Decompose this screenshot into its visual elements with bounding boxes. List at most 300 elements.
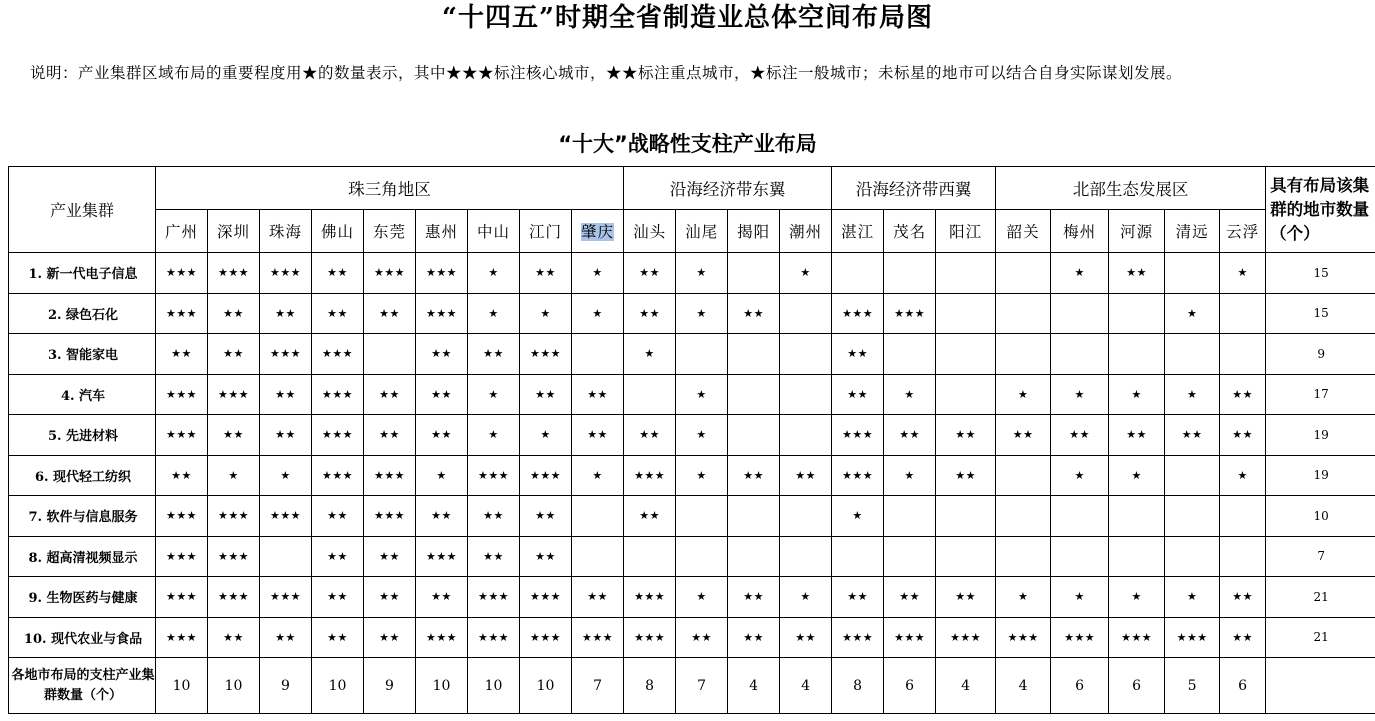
star-rating-cell xyxy=(832,536,884,577)
star-rating-cell: ★★★ xyxy=(520,455,572,496)
star-rating-cell: ★ xyxy=(572,455,624,496)
star-rating-cell: ★ xyxy=(884,374,936,415)
star-rating-cell: ★★ xyxy=(208,617,260,658)
city-count-cell: 10 xyxy=(1266,496,1375,537)
star-rating-cell xyxy=(780,374,832,415)
star-rating-cell: ★★ xyxy=(312,617,364,658)
star-rating-cell: ★★★ xyxy=(312,455,364,496)
star-rating-cell: ★★★ xyxy=(468,577,520,618)
star-rating-cell: ★★ xyxy=(468,334,520,375)
star-rating-cell: ★★ xyxy=(312,293,364,334)
cluster-name: 3. 智能家电 xyxy=(9,334,156,375)
star-rating-cell xyxy=(1051,334,1109,375)
star-rating-cell: ★★ xyxy=(884,415,936,456)
star-rating-cell: ★★ xyxy=(1109,253,1165,294)
star-rating-cell: ★★ xyxy=(364,577,416,618)
star-rating-cell: ★★★ xyxy=(1165,617,1220,658)
star-rating-cell: ★★ xyxy=(676,617,728,658)
star-rating-cell: ★★★ xyxy=(208,253,260,294)
star-rating-cell: ★★★ xyxy=(260,253,312,294)
cluster-name: 7. 软件与信息服务 xyxy=(9,496,156,537)
city-header-label: 肇庆 xyxy=(581,223,615,241)
star-rating-cell: ★★ xyxy=(832,334,884,375)
star-rating-cell: ★★ xyxy=(1220,577,1266,618)
star-rating-cell: ★★★ xyxy=(156,496,208,537)
star-rating-cell: ★ xyxy=(520,415,572,456)
city-cluster-total: 10 xyxy=(312,658,364,714)
star-rating-cell: ★★ xyxy=(728,455,780,496)
star-rating-cell xyxy=(1220,496,1266,537)
cluster-name: 2. 绿色石化 xyxy=(9,293,156,334)
region-header-east-wing: 沿海经济带东翼 xyxy=(624,167,832,210)
city-header xyxy=(884,210,936,253)
city-cluster-total: 8 xyxy=(832,658,884,714)
star-rating-cell: ★ xyxy=(1051,374,1109,415)
star-rating-cell xyxy=(780,415,832,456)
star-rating-cell xyxy=(780,496,832,537)
star-rating-cell: ★★★ xyxy=(208,577,260,618)
city-header xyxy=(468,210,520,253)
star-rating-cell: ★★ xyxy=(416,334,468,375)
table-row xyxy=(9,496,1375,537)
city-cluster-total: 10 xyxy=(208,658,260,714)
star-rating-cell: ★ xyxy=(996,374,1051,415)
star-rating-cell: ★★★ xyxy=(520,617,572,658)
star-rating-cell: ★ xyxy=(1165,293,1220,334)
star-rating-cell: ★★ xyxy=(364,536,416,577)
star-rating-cell xyxy=(1109,334,1165,375)
star-rating-cell xyxy=(364,334,416,375)
city-cluster-total: 10 xyxy=(416,658,468,714)
star-rating-cell: ★★★ xyxy=(312,415,364,456)
city-cluster-total: 7 xyxy=(676,658,728,714)
region-header-north: 北部生态发展区 xyxy=(996,167,1266,210)
city-header-label: 汕尾 xyxy=(685,223,719,241)
star-rating-cell xyxy=(1051,496,1109,537)
star-rating-cell: ★★ xyxy=(728,293,780,334)
city-header xyxy=(676,210,728,253)
star-rating-cell: ★ xyxy=(624,334,676,375)
star-rating-cell: ★★ xyxy=(520,496,572,537)
star-rating-cell xyxy=(572,496,624,537)
city-header xyxy=(936,210,996,253)
star-rating-cell xyxy=(728,415,780,456)
city-header-label: 韶关 xyxy=(1006,223,1040,241)
city-header-label: 云浮 xyxy=(1226,223,1260,241)
city-count-cell: 7 xyxy=(1266,536,1375,577)
star-rating-cell: ★ xyxy=(1165,577,1220,618)
star-rating-cell: ★★ xyxy=(728,617,780,658)
star-rating-cell: ★★ xyxy=(832,374,884,415)
city-count-cell: 21 xyxy=(1266,577,1375,618)
star-rating-cell xyxy=(676,536,728,577)
city-cluster-total: 4 xyxy=(728,658,780,714)
star-rating-cell: ★★★ xyxy=(1109,617,1165,658)
city-header-label: 清远 xyxy=(1175,223,1209,241)
star-rating-cell: ★★ xyxy=(364,617,416,658)
city-cluster-total: 4 xyxy=(996,658,1051,714)
star-rating-cell: ★★ xyxy=(520,374,572,415)
star-rating-cell: ★★ xyxy=(260,617,312,658)
city-count-cell: 15 xyxy=(1266,293,1375,334)
city-header-label: 深圳 xyxy=(216,223,250,241)
star-rating-cell: ★ xyxy=(780,253,832,294)
city-header-label: 茂名 xyxy=(893,223,927,241)
star-rating-cell: ★ xyxy=(676,455,728,496)
star-rating-cell: ★★★ xyxy=(156,293,208,334)
footer-empty-cell xyxy=(1266,658,1375,714)
star-rating-cell xyxy=(936,334,996,375)
star-rating-cell xyxy=(1051,536,1109,577)
city-header-label: 揭阳 xyxy=(737,223,771,241)
star-rating-cell: ★★ xyxy=(1220,374,1266,415)
star-rating-cell: ★★ xyxy=(468,536,520,577)
star-rating-cell: ★★★ xyxy=(208,536,260,577)
star-rating-cell: ★★★ xyxy=(260,577,312,618)
star-rating-cell: ★★★ xyxy=(884,617,936,658)
star-rating-cell xyxy=(780,293,832,334)
star-rating-cell xyxy=(728,536,780,577)
star-rating-cell: ★ xyxy=(996,577,1051,618)
cluster-name: 6. 现代轻工纺织 xyxy=(9,455,156,496)
star-rating-cell xyxy=(884,253,936,294)
star-rating-cell xyxy=(996,496,1051,537)
star-rating-cell xyxy=(728,334,780,375)
star-rating-cell xyxy=(832,253,884,294)
star-rating-cell: ★★ xyxy=(208,293,260,334)
star-rating-cell: ★★★ xyxy=(468,455,520,496)
star-rating-cell: ★★★ xyxy=(416,536,468,577)
star-rating-cell: ★★ xyxy=(260,415,312,456)
star-rating-cell: ★★ xyxy=(312,577,364,618)
star-rating-cell xyxy=(884,536,936,577)
star-rating-cell xyxy=(1165,536,1220,577)
star-rating-cell xyxy=(936,536,996,577)
star-rating-cell xyxy=(676,496,728,537)
star-rating-cell: ★★★ xyxy=(364,253,416,294)
star-rating-cell: ★★★ xyxy=(156,536,208,577)
star-rating-cell: ★★★ xyxy=(364,496,416,537)
star-rating-cell: ★ xyxy=(468,293,520,334)
cluster-name: 4. 汽车 xyxy=(9,374,156,415)
star-rating-cell: ★★ xyxy=(260,293,312,334)
star-rating-cell: ★★ xyxy=(468,496,520,537)
star-rating-cell: ★★★ xyxy=(156,374,208,415)
city-count-cell: 19 xyxy=(1266,455,1375,496)
cluster-header: 产业集群 xyxy=(9,167,156,253)
city-header-label: 梅州 xyxy=(1063,223,1097,241)
star-rating-cell: ★★ xyxy=(416,374,468,415)
star-rating-cell: ★ xyxy=(468,253,520,294)
city-header-label: 江门 xyxy=(528,223,562,241)
star-rating-cell xyxy=(780,536,832,577)
city-cluster-total: 6 xyxy=(884,658,936,714)
star-rating-cell: ★ xyxy=(416,455,468,496)
star-rating-cell xyxy=(572,536,624,577)
star-rating-cell xyxy=(1220,536,1266,577)
star-rating-cell: ★★ xyxy=(624,415,676,456)
table-row xyxy=(9,455,1375,496)
star-rating-cell xyxy=(1220,334,1266,375)
city-header xyxy=(156,210,208,253)
star-rating-cell: ★★ xyxy=(884,577,936,618)
cluster-name: 5. 先进材料 xyxy=(9,415,156,456)
star-rating-cell xyxy=(728,496,780,537)
star-rating-cell xyxy=(1109,496,1165,537)
star-rating-cell: ★★ xyxy=(208,334,260,375)
star-rating-cell: ★★ xyxy=(416,415,468,456)
star-rating-cell: ★ xyxy=(468,415,520,456)
star-rating-cell: ★★ xyxy=(520,536,572,577)
star-rating-cell xyxy=(1109,536,1165,577)
star-rating-cell xyxy=(996,253,1051,294)
star-rating-cell: ★★ xyxy=(1220,415,1266,456)
city-header xyxy=(996,210,1051,253)
city-cluster-total: 4 xyxy=(780,658,832,714)
city-header xyxy=(728,210,780,253)
table-row xyxy=(9,374,1375,415)
star-rating-cell xyxy=(676,334,728,375)
city-header xyxy=(208,210,260,253)
city-header xyxy=(624,210,676,253)
star-rating-cell: ★★★ xyxy=(520,334,572,375)
star-rating-cell: ★★★ xyxy=(996,617,1051,658)
star-rating-cell: ★★ xyxy=(260,374,312,415)
city-header-label: 阳江 xyxy=(949,223,983,241)
star-rating-cell: ★★★ xyxy=(156,415,208,456)
cluster-name: 9. 生物医药与健康 xyxy=(9,577,156,618)
star-rating-cell: ★★ xyxy=(364,374,416,415)
footer-row xyxy=(9,658,1375,714)
table-row xyxy=(9,334,1375,375)
star-rating-cell: ★★ xyxy=(624,496,676,537)
table-title: “十大”战略性支柱产业布局 xyxy=(558,132,817,156)
star-rating-cell: ★ xyxy=(1051,455,1109,496)
star-rating-cell: ★ xyxy=(468,374,520,415)
city-cluster-total: 10 xyxy=(468,658,520,714)
star-rating-cell: ★★★ xyxy=(208,496,260,537)
city-count-header: 具有布局该集群的地市数量（个） xyxy=(1266,167,1375,253)
star-rating-cell: ★★★ xyxy=(468,617,520,658)
cluster-name: 8. 超高清视频显示 xyxy=(9,536,156,577)
star-rating-cell: ★ xyxy=(1051,253,1109,294)
city-header xyxy=(364,210,416,253)
city-header-label: 汕头 xyxy=(633,223,667,241)
star-rating-cell: ★★ xyxy=(416,577,468,618)
star-rating-cell: ★★★ xyxy=(520,577,572,618)
page-title: “十四五”时期全省制造业总体空间布局图 xyxy=(442,3,933,33)
star-rating-cell: ★★★ xyxy=(208,374,260,415)
star-rating-cell: ★ xyxy=(832,496,884,537)
star-rating-cell: ★★ xyxy=(936,455,996,496)
city-header-label: 佛山 xyxy=(320,223,354,241)
star-rating-cell: ★★★ xyxy=(156,253,208,294)
star-rating-cell: ★ xyxy=(520,293,572,334)
city-header-label: 惠州 xyxy=(424,223,458,241)
star-rating-cell: ★★ xyxy=(780,455,832,496)
city-header-label: 中山 xyxy=(476,223,510,241)
star-rating-cell xyxy=(1109,293,1165,334)
star-rating-cell: ★★★ xyxy=(156,577,208,618)
city-header-row xyxy=(9,210,1375,253)
region-header-west-wing: 沿海经济带西翼 xyxy=(832,167,996,210)
star-rating-cell: ★★ xyxy=(728,577,780,618)
star-rating-cell xyxy=(260,536,312,577)
star-rating-cell: ★★ xyxy=(572,415,624,456)
city-header-label: 珠海 xyxy=(268,223,302,241)
city-header xyxy=(416,210,468,253)
star-rating-cell: ★★★ xyxy=(572,617,624,658)
star-rating-cell: ★★★ xyxy=(260,496,312,537)
star-rating-cell: ★★ xyxy=(1109,415,1165,456)
cluster-name: 10. 现代农业与食品 xyxy=(9,617,156,658)
star-rating-cell: ★ xyxy=(676,293,728,334)
table-row xyxy=(9,415,1375,456)
star-rating-cell xyxy=(884,496,936,537)
city-header xyxy=(1109,210,1165,253)
star-rating-cell: ★★★ xyxy=(624,455,676,496)
star-rating-cell: ★★★ xyxy=(364,455,416,496)
star-rating-cell xyxy=(996,293,1051,334)
star-rating-cell: ★★ xyxy=(572,577,624,618)
city-count-cell: 19 xyxy=(1266,415,1375,456)
star-rating-cell: ★★★ xyxy=(832,455,884,496)
star-rating-cell: ★ xyxy=(1220,253,1266,294)
city-header-label: 河源 xyxy=(1120,223,1154,241)
table-row xyxy=(9,536,1375,577)
star-rating-cell: ★ xyxy=(1109,577,1165,618)
star-rating-cell xyxy=(936,253,996,294)
city-header xyxy=(260,210,312,253)
star-rating-cell xyxy=(884,334,936,375)
star-rating-cell: ★★ xyxy=(1165,415,1220,456)
star-rating-cell xyxy=(936,496,996,537)
city-header xyxy=(520,210,572,253)
star-rating-cell xyxy=(572,334,624,375)
star-rating-cell xyxy=(1165,496,1220,537)
city-header xyxy=(832,210,884,253)
city-count-cell: 15 xyxy=(1266,253,1375,294)
star-rating-cell: ★★ xyxy=(1220,617,1266,658)
star-rating-cell: ★★★ xyxy=(624,577,676,618)
star-rating-cell: ★★ xyxy=(936,415,996,456)
city-cluster-total: 5 xyxy=(1165,658,1220,714)
star-rating-cell: ★★★ xyxy=(832,415,884,456)
city-header xyxy=(780,210,832,253)
star-rating-cell: ★ xyxy=(260,455,312,496)
city-header xyxy=(1165,210,1220,253)
star-rating-cell: ★★ xyxy=(832,577,884,618)
star-rating-cell: ★★ xyxy=(312,253,364,294)
star-rating-cell xyxy=(728,253,780,294)
city-header xyxy=(572,210,624,253)
star-rating-cell: ★★ xyxy=(312,496,364,537)
city-cluster-total: 9 xyxy=(364,658,416,714)
star-rating-cell: ★ xyxy=(676,577,728,618)
star-rating-cell: ★★★ xyxy=(156,617,208,658)
city-cluster-total: 6 xyxy=(1109,658,1165,714)
table-row xyxy=(9,617,1375,658)
city-header xyxy=(1220,210,1266,253)
city-header xyxy=(312,210,364,253)
table-row xyxy=(9,253,1375,294)
star-rating-cell: ★★★ xyxy=(624,617,676,658)
region-header-row xyxy=(9,167,1375,210)
star-rating-cell: ★ xyxy=(1109,455,1165,496)
star-rating-cell: ★★ xyxy=(156,455,208,496)
star-rating-cell: ★ xyxy=(1051,577,1109,618)
star-rating-cell: ★★ xyxy=(208,415,260,456)
city-cluster-total: 9 xyxy=(260,658,312,714)
star-rating-cell xyxy=(1165,334,1220,375)
star-rating-cell: ★★★ xyxy=(416,253,468,294)
star-rating-cell: ★★★ xyxy=(260,334,312,375)
star-rating-cell: ★★ xyxy=(624,253,676,294)
star-rating-cell xyxy=(1051,293,1109,334)
star-rating-cell: ★ xyxy=(1109,374,1165,415)
star-rating-cell xyxy=(936,374,996,415)
star-rating-cell: ★ xyxy=(780,577,832,618)
star-rating-cell xyxy=(1220,293,1266,334)
star-rating-cell: ★ xyxy=(676,415,728,456)
cluster-name: 1. 新一代电子信息 xyxy=(9,253,156,294)
region-header-prd: 珠三角地区 xyxy=(156,167,624,210)
star-rating-cell: ★★★ xyxy=(832,293,884,334)
star-rating-cell: ★★★ xyxy=(884,293,936,334)
star-rating-cell xyxy=(624,536,676,577)
city-cluster-total: 6 xyxy=(1051,658,1109,714)
city-cluster-total: 6 xyxy=(1220,658,1266,714)
table-row xyxy=(9,293,1375,334)
city-header xyxy=(1051,210,1109,253)
star-rating-cell: ★ xyxy=(884,455,936,496)
city-cluster-total: 10 xyxy=(156,658,208,714)
industry-layout-table xyxy=(8,166,1375,714)
star-rating-cell: ★★ xyxy=(572,374,624,415)
star-rating-cell xyxy=(996,334,1051,375)
star-rating-cell xyxy=(996,536,1051,577)
city-count-cell: 21 xyxy=(1266,617,1375,658)
star-rating-cell: ★★★ xyxy=(936,617,996,658)
star-rating-cell: ★★ xyxy=(936,577,996,618)
star-rating-cell xyxy=(780,334,832,375)
star-rating-cell: ★★ xyxy=(1051,415,1109,456)
star-rating-cell: ★★★ xyxy=(416,617,468,658)
star-rating-cell: ★★★ xyxy=(312,374,364,415)
star-rating-cell: ★ xyxy=(1220,455,1266,496)
star-rating-cell: ★★ xyxy=(312,536,364,577)
star-rating-cell: ★ xyxy=(1165,374,1220,415)
city-count-cell: 17 xyxy=(1266,374,1375,415)
star-rating-cell: ★★ xyxy=(364,415,416,456)
city-header-label: 潮州 xyxy=(789,223,823,241)
city-header-label: 东莞 xyxy=(372,223,406,241)
star-rating-cell: ★★ xyxy=(364,293,416,334)
star-rating-cell: ★★ xyxy=(624,293,676,334)
star-rating-cell: ★★★ xyxy=(416,293,468,334)
star-rating-cell: ★★ xyxy=(780,617,832,658)
star-rating-cell: ★ xyxy=(572,253,624,294)
star-rating-cell xyxy=(624,374,676,415)
star-rating-cell: ★ xyxy=(572,293,624,334)
star-rating-cell xyxy=(996,455,1051,496)
star-rating-cell xyxy=(1165,253,1220,294)
city-count-cell: 9 xyxy=(1266,334,1375,375)
city-cluster-total: 7 xyxy=(572,658,624,714)
city-cluster-total: 10 xyxy=(520,658,572,714)
star-rating-cell: ★ xyxy=(676,374,728,415)
city-cluster-total: 8 xyxy=(624,658,676,714)
